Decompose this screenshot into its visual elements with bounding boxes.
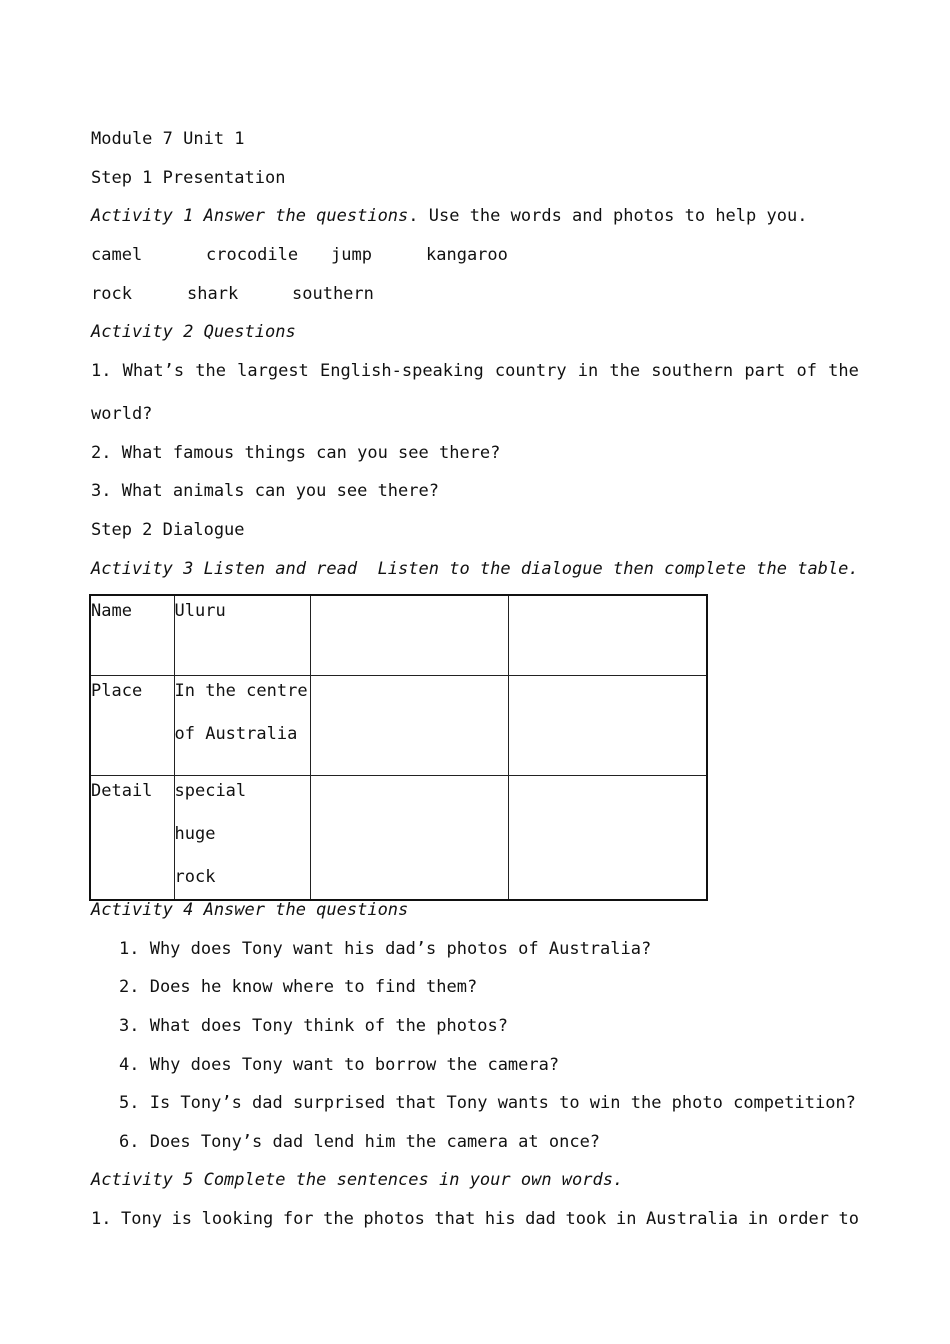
blank-answer-cell	[508, 776, 707, 901]
activity4-question: 4. Why does Tony want to borrow the camera?	[119, 1055, 560, 1075]
activity4-question: 2. Does he know where to find them?	[119, 977, 478, 997]
table-label-cell	[90, 676, 174, 776]
q1-word: in	[577, 361, 599, 381]
activity4-title: Activity 4 Answer the questions	[91, 900, 409, 920]
activity4-question: 1. Why does Tony want his dad’s photos of Australia?	[119, 939, 652, 959]
activity1-line	[91, 206, 807, 226]
step2-heading: Step 2 Dialogue	[91, 520, 245, 540]
activity4-question: 6. Does Tony’s dad lend him the camera at once?	[119, 1132, 601, 1152]
table-row	[90, 676, 707, 776]
table-value-cell	[174, 595, 310, 676]
s1-word: his	[484, 1209, 516, 1229]
q1-word: largest	[237, 361, 309, 381]
s1-word: to	[838, 1209, 859, 1229]
s1-word: dad	[525, 1209, 556, 1229]
q1-word: the	[195, 361, 226, 381]
table-row	[90, 776, 707, 901]
q1-word: the	[609, 361, 641, 381]
s1-word: photos	[363, 1209, 425, 1229]
s1-word: Australia	[646, 1209, 739, 1229]
activity3-table	[89, 594, 708, 901]
blank-answer-cell	[508, 595, 707, 676]
activity4-question: 5. Is Tony’s dad surprised that Tony wants to win the photo competition?	[119, 1093, 856, 1113]
s1-word: took	[565, 1209, 607, 1229]
s1-word: looking	[201, 1209, 274, 1229]
detail-line-1: special huge	[174, 781, 247, 844]
s1-word: Tony	[121, 1209, 162, 1229]
word-shark: shark	[187, 284, 239, 304]
activity2-q1-line2: world?	[91, 404, 153, 424]
q1-word: of	[796, 361, 817, 381]
table-row	[90, 595, 707, 676]
table-label-cell	[90, 595, 174, 676]
activity2-q2: 2. What famous things can you see there?	[91, 443, 501, 463]
q1-word: the	[828, 361, 859, 381]
word-southern: southern	[292, 284, 374, 304]
word-crocodile: crocodile	[206, 245, 299, 265]
q1-word: What’s	[122, 361, 185, 381]
row-label-detail: Detail	[91, 781, 153, 801]
s1-word: 1.	[91, 1209, 112, 1229]
table-label-cell	[90, 776, 174, 901]
row-label-name: Name	[91, 601, 132, 621]
activity5-sentence-1	[91, 1209, 859, 1229]
s1-word: in	[615, 1209, 637, 1229]
s1-word: for	[282, 1209, 314, 1229]
blank-answer-cell	[310, 776, 508, 901]
s1-word: in	[747, 1209, 769, 1229]
word-rock: rock	[91, 284, 132, 304]
activity2-title: Activity 2 Questions	[91, 322, 296, 342]
s1-word: that	[434, 1209, 476, 1229]
module-heading: Module 7 Unit 1	[91, 129, 245, 149]
activity5-title: Activity 5 Complete the sentences in your own words.	[91, 1170, 624, 1190]
activity2-q1-line1	[91, 361, 859, 381]
q1-word: country	[494, 361, 567, 381]
word-jump: jump	[331, 245, 372, 265]
word-kangaroo: kangaroo	[426, 245, 508, 265]
s1-word: is	[171, 1209, 193, 1229]
activity4-question: 3. What does Tony think of the photos?	[119, 1016, 508, 1036]
table-value-cell	[174, 676, 310, 776]
row-value-name: Uluru	[174, 601, 226, 621]
q1-word: southern	[651, 361, 734, 381]
s1-word: the	[323, 1209, 354, 1229]
q1-word: 1.	[91, 361, 112, 381]
place-line-1	[175, 676, 310, 714]
place-text-1: In the centre	[174, 681, 308, 701]
row-label-place: Place	[91, 681, 143, 701]
blank-answer-cell	[310, 676, 508, 776]
activity1-instruction: . Use the words and photos to help you.	[408, 206, 808, 226]
s1-word: order	[777, 1209, 829, 1229]
blank-answer-cell	[508, 676, 707, 776]
word-camel: camel	[91, 245, 143, 265]
q1-word: English-speaking	[319, 361, 484, 381]
blank-answer-cell	[310, 595, 508, 676]
step1-heading: Step 1 Presentation	[91, 168, 286, 188]
q1-word: part	[744, 361, 786, 381]
place-line-2: of Australia	[174, 724, 298, 744]
detail-line-2: rock	[174, 867, 216, 887]
activity1-title: Activity 1 Answer the questions	[91, 206, 409, 226]
table-value-cell	[174, 776, 310, 901]
activity2-q3: 3. What animals can you see there?	[91, 481, 439, 501]
activity3-title: Activity 3 Listen and read Listen to the dialogue then complete the table.	[91, 559, 859, 579]
